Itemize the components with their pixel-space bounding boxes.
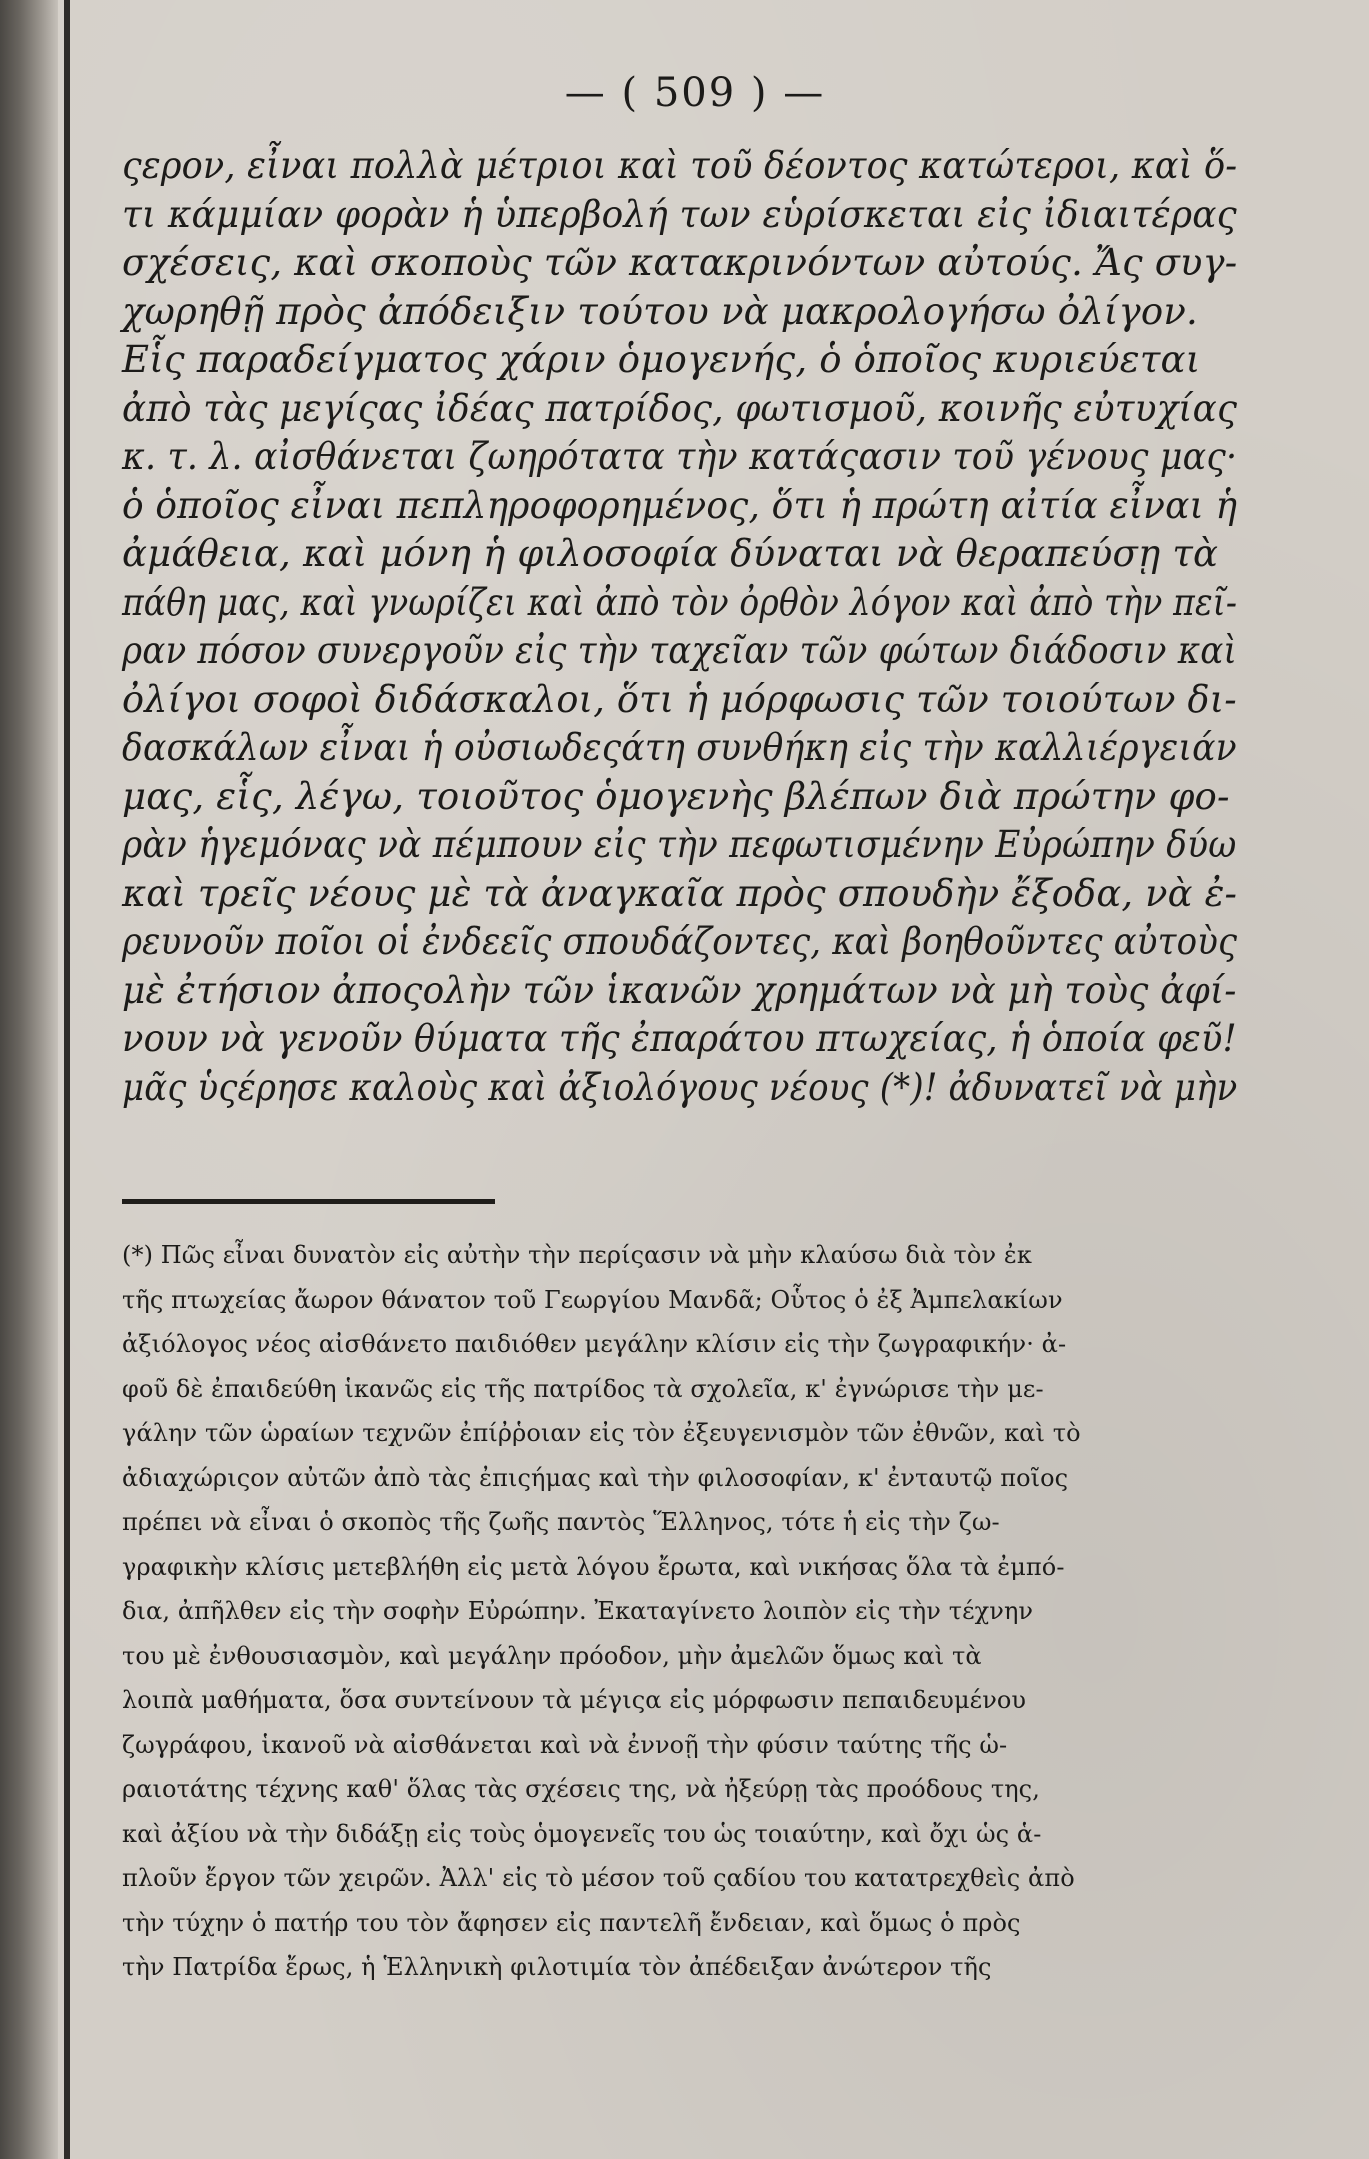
footnote-line: πλοῦν ἔργον τῶν χειρῶν. Ἀλλ' εἰς τὸ μέσον τοῦ ςαδίου του κατατρεχθεὶς ἀπὸ	[122, 1864, 1075, 1892]
footnote-line: (*) Πῶς εἶναι δυνατὸν εἰς αὐτὴν τὴν περίςασιν νὰ μὴν κλαύσω διὰ τὸν ἐκ	[122, 1241, 1032, 1269]
main-text-line: ὀλίγοι σοφοὶ διδάσκαλοι, ὅτι ἡ μόρφωσις τῶν τοιούτων δι-	[122, 677, 1237, 721]
main-text-line: τι κάμμίαν φορὰν ἡ ὑπερβολή των εὑρίσκεται εἰς ἰδιαιτέρας	[122, 192, 1237, 236]
binding-shadow-line	[64, 0, 70, 2159]
main-text-line: καὶ τρεῖς νέους μὲ τὰ ἀναγκαῖα πρὸς σπουδὴν ἔξοδα, νὰ ἐ-	[122, 871, 1238, 915]
main-text-line: ραν πόσον συνεργοῦν εἰς τὴν ταχεῖαν τῶν φώτων διάδοσιν καὶ	[122, 629, 1238, 672]
footnote-line: ραιοτάτης τέχνης καθ' ὅλας τὰς σχέσεις της, νὰ ἠξεύρῃ τὰς προόδους της,	[122, 1775, 1040, 1803]
footnote-line: τῆς πτωχείας ἄωρον θάνατον τοῦ Γεωργίου Μανδᾶ; Οὗτος ὁ ἐξ Ἀμπελακίων	[122, 1285, 1063, 1314]
footnote-line: λοιπὰ μαθήματα, ὅσα συντείνουν τὰ μέγιςα εἰς μόρφωσιν πεπαιδευμένου	[122, 1686, 1027, 1714]
main-text-line: μας, εἷς, λέγω, τοιοῦτος ὁμογενὴς βλέπων διὰ πρώτην φο-	[122, 774, 1230, 818]
book-binding-edge	[0, 0, 58, 2159]
footnote-line: δια, ἀπῆλθεν εἰς τὴν σοφὴν Εὐρώπην. Ἐκαταγίνετο λοιπὸν εἰς τὴν τέχνην	[122, 1597, 1034, 1625]
footnote-block	[122, 1233, 1237, 1990]
footnote-line: πρέπει νὰ εἶναι ὁ σκοπὸς τῆς ζωῆς παντὸς Ἕλληνος, τότε ἡ εἰς τὴν ζω-	[122, 1508, 1000, 1536]
main-text-line: Εἷς παραδείγματος χάριν ὁμογενής, ὁ ὁποῖος κυριεύεται	[122, 338, 1201, 381]
main-text-line: πάθη μας, καὶ γνωρίζει καὶ ἀπὸ τὸν ὀρθὸν λόγον καὶ ἀπὸ τὴν πεῖ-	[122, 580, 1238, 624]
main-text-line: δασκάλων εἶναι ἡ οὐσιωδεςάτη συνθήκη εἰς τὴν καλλιέργειάν	[122, 726, 1237, 769]
footnote-line: τὴν τύχην ὁ πατήρ του τὸν ἄφησεν εἰς παντελῆ ἔνδειαν, καὶ ὅμως ὁ πρὸς	[122, 1908, 1021, 1937]
footnote-line: τὴν Πατρίδα ἔρως, ἡ Ἑλληνικὴ φιλοτιμία τὸν ἀπέδειξαν ἀνώτερον τῆς	[122, 1953, 992, 1981]
footnote-line: ζωγράφου, ἱκανοῦ νὰ αἰσθάνεται καὶ νὰ ἐννοῇ τὴν φύσιν ταύτης τῆς ὡ-	[122, 1730, 1008, 1759]
main-text-line: ἀπὸ τὰς μεγίςας ἰδέας πατρίδος, φωτισμοῦ, κοινῆς εὐτυχίας	[122, 386, 1238, 430]
main-text-line: νουν νὰ γενοῦν θύματα τῆς ἐπαράτου πτωχείας, ἡ ὁποία φεῦ!	[122, 1017, 1237, 1060]
footnote-line: ἀξιόλογος νέος αἰσθάνετο παιδιόθεν μεγάλην κλίσιν εἰς τὴν ζωγραφικήν· ἀ-	[122, 1330, 1067, 1358]
main-text-line: μὲ ἐτήσιον ἀποςολὴν τῶν ἱκανῶν χρημάτων νὰ μὴ τοὺς ἀφί-	[122, 968, 1237, 1012]
main-text-line: ὁ ὁποῖος εἶναι πεπληροφορημένος, ὅτι ἡ πρώτη αἰτία εἶναι ἡ	[122, 483, 1238, 527]
main-text-line: σχέσεις, καὶ σκοποὺς τῶν κατακρινόντων αὐτούς. Ἄς συγ-	[122, 241, 1238, 284]
main-text-line: ρευνοῦν ποῖοι οἱ ἐνδεεῖς σπουδάζοντες, καὶ βοηθοῦντες αὐτοὺς	[122, 920, 1238, 963]
main-text-block	[122, 142, 1237, 1112]
main-text-line: χωρηθῇ πρὸς ἀπόδειξιν τούτου νὰ μακρολογήσω ὀλίγον.	[122, 289, 1198, 333]
footnote-line: γραφικὴν κλίσις μετεβλήθη εἰς μετὰ λόγου ἔρωτα, καὶ νικήσας ὅλα τὰ ἐμπό-	[122, 1552, 1065, 1581]
footnote-line: ἀδιαχώριςον αὐτῶν ἀπὸ τὰς ἐπιςήμας καὶ τὴν φιλοσοφίαν, κ' ἐνταυτῷ ποῖος	[122, 1463, 1069, 1492]
main-text-line: μᾶς ὑςέρησε καλοὺς καὶ ἀξιολόγους νέους (*)! ἀδυνατεῖ νὰ μὴν	[122, 1065, 1238, 1109]
page-number-header: — ( 509 ) —	[564, 70, 826, 116]
footnote-separator-rule	[122, 1199, 495, 1204]
footnote-line: γάλην τῶν ὡραίων τεχνῶν ἐπίῤῥοιαν εἰς τὸν ἐξευγενισμὸν τῶν ἐθνῶν, καὶ τὸ	[122, 1419, 1081, 1447]
main-text-line: κ. τ. λ. αἰσθάνεται ζωηρότατα τὴν κατάςασιν τοῦ γένους μας·	[122, 435, 1238, 478]
main-text-line: ρὰν ἡγεμόνας νὰ πέμπουν εἰς τὴν πεφωτισμένην Εὐρώπην δύω	[122, 823, 1237, 866]
main-text-line: ἀμάθεια, καὶ μόνη ἡ φιλοσοφία δύναται νὰ θεραπεύσῃ τὰ	[122, 532, 1219, 575]
footnote-line: καὶ ἀξίου νὰ τὴν διδάξῃ εἰς τοὺς ὁμογενεῖς του ὡς τοιαύτην, καὶ ὄχι ὡς ἁ-	[122, 1819, 1042, 1848]
footnote-line: φοῦ δὲ ἐπαιδεύθη ἱκανῶς εἰς τῆς πατρίδος τὰ σχολεῖα, κ' ἐγνώρισε τὴν με-	[122, 1374, 1044, 1403]
footnote-line: του μὲ ἐνθουσιασμὸν, καὶ μεγάλην πρόοδον, μὴν ἀμελῶν ὅμως καὶ τὰ	[122, 1641, 982, 1670]
main-text-line: ςερον, εἶναι πολλὰ μέτριοι καὶ τοῦ δέοντος κατώτεροι, καὶ ὅ-	[122, 144, 1238, 187]
